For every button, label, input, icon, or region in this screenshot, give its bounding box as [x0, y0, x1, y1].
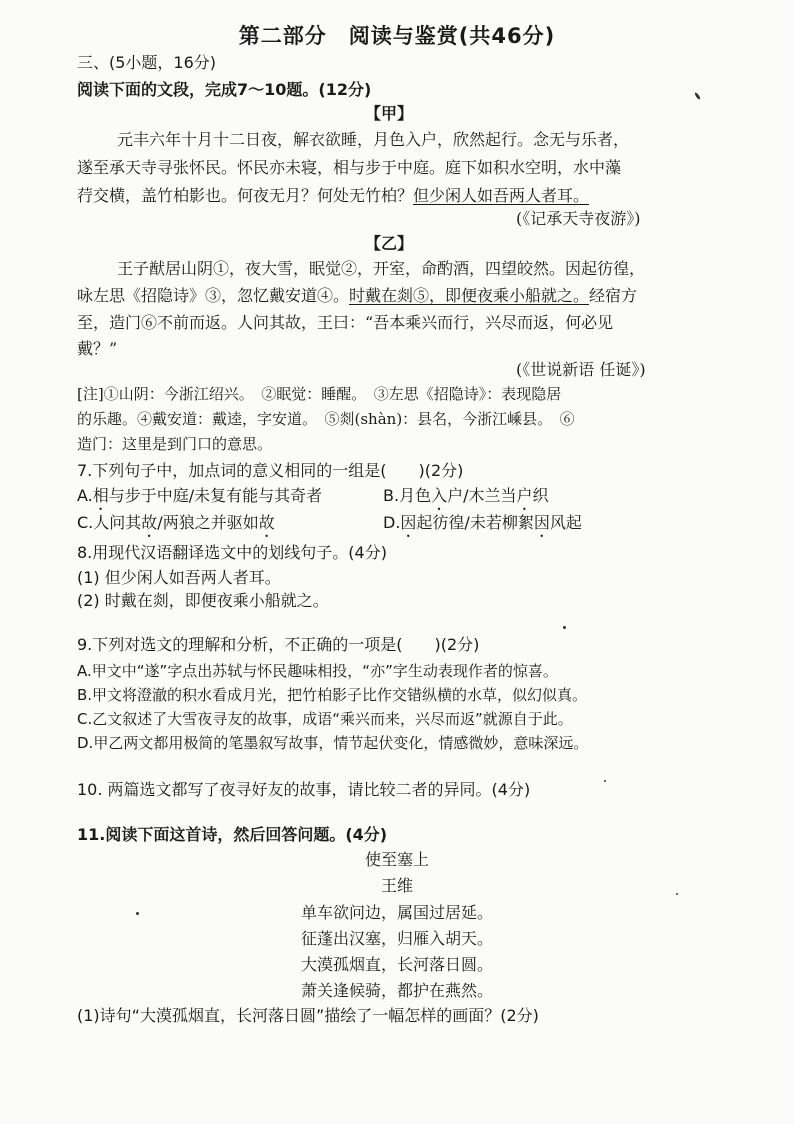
scan-speck [676, 893, 678, 895]
q7-b-dotted-word-2: 户 [516, 486, 533, 505]
q7-a-dotted-word: 相 [92, 486, 109, 505]
passage-jia-line-3 [77, 183, 589, 206]
passage-yi-label: 【乙】 [365, 234, 414, 253]
scan-speck [136, 912, 139, 915]
passage-yi-line-2 [77, 283, 637, 306]
q7-stem: 7.下列句子中，加点词的意义相同的一组是( )(2分) [77, 461, 464, 480]
q10-stem: 10. 两篇选文都写了夜寻好友的故事，请比较二者的异同。(4分) [77, 780, 531, 799]
notes-line-2: 的乐趣。④戴安道：戴逵，字安道。 ⑤剡(shàn)：县名，今浙江嵊县。 ⑥ [77, 410, 575, 428]
q7-d-part-3: 起彷徨/未若柳絮 [416, 513, 534, 532]
q7-c-dotted-word-1: 故 [141, 513, 158, 532]
passage-yi-line-4: 戴？” [77, 339, 118, 358]
q7-option-c-letter: C. [77, 513, 94, 532]
q7-d-part-5: 风起 [549, 513, 582, 532]
poem-author: 王维 [380, 876, 413, 895]
scan-speck [563, 626, 566, 629]
poem-line-4: 萧关逢候骑，都护在燕然。 [300, 981, 493, 1000]
q7-option-c [77, 510, 275, 541]
q7-b-part-1: B.月色 [383, 486, 432, 505]
q9-option-d: D.甲乙两文都用极简的笔墨叙写故事，情节起伏变化，情感微妙，意味深远。 [77, 734, 589, 752]
passage-jia-text: 荇交横，盖竹柏影也。何夜无月？何处无竹柏？ [77, 186, 414, 205]
q7-b-part-3: 户/木兰当 [447, 486, 517, 505]
passage-yi-text-a: 咏左思《招隐诗》③，忽忆戴安道④。 [77, 286, 350, 305]
poem-line-2: 征蓬出汉塞，归雁入胡天。 [300, 929, 493, 948]
q7-a-rest: 与步于中庭/未复有能与其奇者 [108, 486, 323, 505]
q9-option-c: C.乙文叙述了大雪夜寻友的故事，成语“乘兴而来，兴尽而返”就源自于此。 [77, 710, 573, 728]
q11-subquestion-1: (1)诗句“大漠孤烟直，长河落日圆”描绘了一幅怎样的画面？(2分) [77, 1006, 539, 1025]
passage-yi-source: (《世说新语 任诞》) [516, 360, 646, 379]
notes-line-1: [注]①山阴：今浙江绍兴。 ②眠觉：睡醒。 ③左思《招隐诗》：表现隐居 [77, 385, 562, 403]
q11-stem: 11.阅读下面这首诗，然后回答问题。(4分) [77, 825, 388, 844]
passage-jia-line-1: 元丰六年十月十二日夜，解衣欲睡，月色入户，欣然起行。念无与乐者， [117, 130, 630, 149]
q7-c-dotted-word-2: 故 [258, 513, 275, 532]
passage-yi-line-1: 王子猷居山阴①，夜大雪，眠觉②，开室，命酌酒，四望皎然。因起彷徨， [117, 259, 646, 278]
poem-line-1: 单车欲问边，属国过居延。 [300, 903, 493, 922]
passage-yi-text-b: 经宿方 [589, 286, 638, 305]
q7-b-dotted-word-1: 入 [431, 486, 448, 505]
q9-option-b: B.甲文将澄澈的积水看成月光，把竹柏影子比作交错纵横的水草，似幻似真。 [77, 686, 588, 704]
section-heading: 三、(5小题，16分) [77, 53, 217, 72]
passage-yi-line-3: 至，造门⑥不前而返。人问其故，王曰：“吾本乘兴而行，兴尽而返，何必见 [77, 313, 614, 332]
poem-title: 使至塞上 [364, 850, 429, 869]
section-instruction: 阅读下面的文段，完成7～10题。(12分) [77, 80, 372, 99]
q7-option-a-letter: A. [77, 486, 93, 505]
q7-d-dotted-word-2: 因 [533, 513, 550, 532]
q9-option-a: A.甲文中“遂”字点出苏轼与怀民趣味相投，“亦”字生动表现作者的惊喜。 [77, 662, 558, 680]
passage-yi-underlined-sentence: 时戴在剡⑤，即便夜乘小船就之。 [349, 286, 590, 305]
q7-option-d [383, 510, 582, 541]
poem-line-3: 大漠孤烟直，长河落日圆。 [300, 955, 493, 974]
q8-sentence-1: (1) 但少闲人如吾两人者耳。 [77, 568, 281, 587]
q8-stem: 8.用现代汉语翻译选文中的划线句子。(4分) [77, 543, 387, 562]
q7-d-part-1: D. [383, 513, 401, 532]
passage-jia-label: 【甲】 [365, 104, 414, 123]
q7-b-part-5: 织 [532, 486, 549, 505]
scan-speck [694, 92, 701, 100]
q7-c-part-3: /两狼之并驱如 [157, 513, 259, 532]
passage-jia-underlined-sentence: 但少闲人如吾两人者耳。 [413, 186, 590, 205]
part-title: 第二部分 阅读与鉴赏(共46分) [238, 24, 556, 48]
q9-stem: 9.下列对选文的理解和分析，不正确的一项是( )(2分) [77, 635, 480, 654]
notes-line-3: 造门：这里是到门口的意思。 [77, 435, 273, 453]
q8-sentence-2: (2) 时戴在剡，即便夜乘小船就之。 [77, 591, 329, 610]
q7-d-dotted-word-1: 因 [400, 513, 417, 532]
passage-jia-line-2: 遂至承天寺寻张怀民。怀民亦未寝，相与步于中庭。庭下如积水空明，水中藻 [77, 158, 622, 177]
scan-speck [604, 780, 606, 782]
q7-c-part-1: 人问其 [93, 513, 142, 532]
passage-jia-source: (《记承天寺夜游》) [516, 209, 641, 228]
